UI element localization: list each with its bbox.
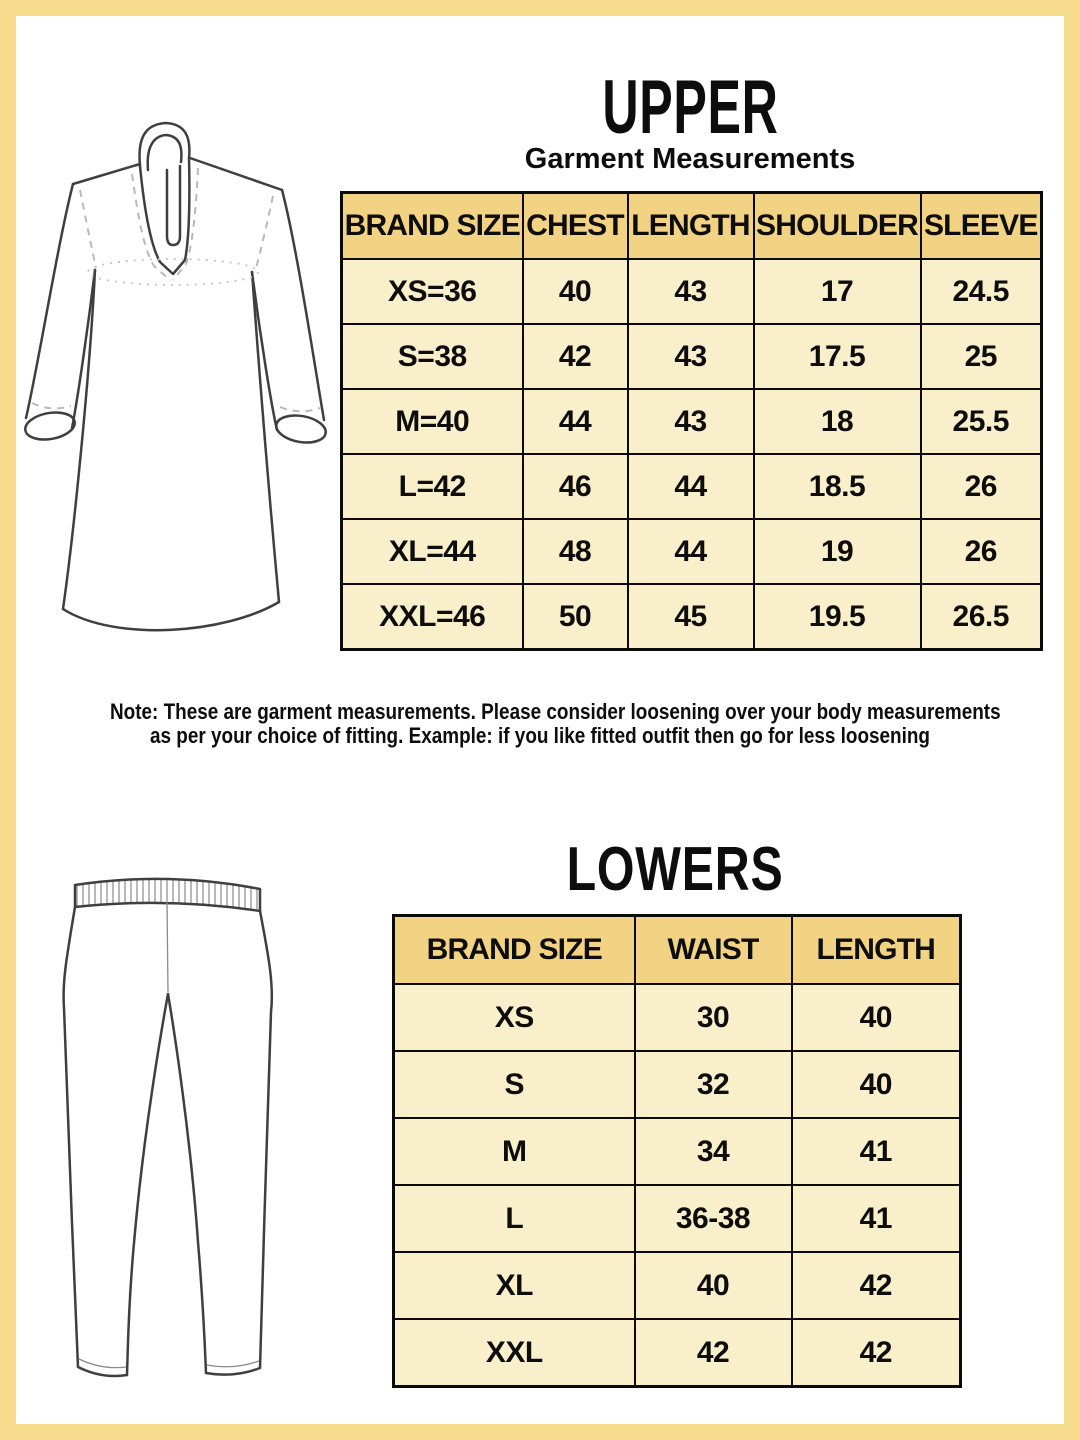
note-line: as per your choice of fitting. Example: if you like fitted outfit then go for less loosening — [149, 722, 930, 748]
table-row — [394, 1118, 961, 1185]
table-cell: 42 — [792, 1319, 961, 1387]
table-cell: XS — [394, 984, 635, 1051]
table-cell: 19.5 — [754, 584, 921, 650]
table-cell: M — [394, 1118, 635, 1185]
table-cell: 36-38 — [635, 1185, 792, 1252]
table-cell: 40 — [523, 259, 628, 324]
table-cell: 43 — [628, 324, 754, 389]
table-cell: 32 — [635, 1051, 792, 1118]
note-line: Note: These are garment measurements. Please consider loosening over your body measurements — [110, 699, 1001, 724]
table-cell: XXL — [394, 1319, 635, 1387]
table-cell: 44 — [628, 454, 754, 519]
table-cell: L — [394, 1185, 635, 1252]
column-header: WAIST — [635, 916, 792, 985]
upper-table-header-row — [342, 193, 1042, 260]
upper-size-table — [340, 191, 1043, 651]
table-cell: 40 — [792, 1051, 961, 1118]
table-row — [342, 584, 1042, 650]
table-row — [342, 389, 1042, 454]
table-cell: 34 — [635, 1118, 792, 1185]
table-cell: 42 — [635, 1319, 792, 1387]
table-cell: 30 — [635, 984, 792, 1051]
kurta-chest-guide — [88, 259, 258, 285]
table-cell: 26 — [921, 519, 1042, 584]
table-cell: 40 — [792, 984, 961, 1051]
pants-inseam-right — [168, 994, 206, 1373]
table-cell: XXL=46 — [342, 584, 523, 650]
table-cell: 26 — [921, 454, 1042, 519]
table-cell: XL — [394, 1252, 635, 1319]
pants-hem-left — [78, 1367, 127, 1376]
table-cell: 17.5 — [754, 324, 921, 389]
table-cell: 40 — [635, 1252, 792, 1319]
table-row — [342, 259, 1042, 324]
pants-illustration — [50, 870, 280, 1390]
table-cell: 42 — [523, 324, 628, 389]
column-header: LENGTH — [792, 916, 961, 985]
table-cell: 46 — [523, 454, 628, 519]
table-cell: 44 — [523, 389, 628, 454]
kurta-shoulder-left — [73, 164, 140, 184]
table-cell: M=40 — [342, 389, 523, 454]
table-cell: 17 — [754, 259, 921, 324]
lowers-table-header-row — [394, 916, 961, 985]
table-cell: 44 — [628, 519, 754, 584]
pants-hem-right — [206, 1368, 260, 1375]
table-cell: L=42 — [342, 454, 523, 519]
table-row — [394, 984, 961, 1051]
table-cell: S — [394, 1051, 635, 1118]
table-cell: 19 — [754, 519, 921, 584]
table-cell: XL=44 — [342, 519, 523, 584]
table-cell: 50 — [523, 584, 628, 650]
column-header: SHOULDER — [754, 193, 921, 260]
table-cell: 45 — [628, 584, 754, 650]
upper-section-title: UPPER — [601, 65, 779, 150]
column-header: BRAND SIZE — [394, 916, 635, 985]
table-row — [394, 1051, 961, 1118]
table-cell: 18 — [754, 389, 921, 454]
table-row — [394, 1185, 961, 1252]
pants-inseam-left — [127, 994, 168, 1375]
kurta-illustration — [20, 112, 330, 642]
column-header: CHEST — [523, 193, 628, 260]
table-row — [342, 519, 1042, 584]
column-header: BRAND SIZE — [342, 193, 523, 260]
kurta-hem — [63, 602, 279, 630]
table-cell: 42 — [792, 1252, 961, 1319]
column-header: SLEEVE — [921, 193, 1042, 260]
kurta-shoulder-right — [190, 158, 282, 190]
table-row — [394, 1252, 961, 1319]
kurta-cuff-right — [274, 412, 328, 446]
lowers-size-table — [392, 914, 962, 1388]
table-cell: 43 — [628, 389, 754, 454]
table-row — [342, 324, 1042, 389]
pants-center-seam — [167, 902, 168, 992]
table-cell: S=38 — [342, 324, 523, 389]
table-cell: 18.5 — [754, 454, 921, 519]
measurement-note — [40, 700, 1040, 747]
table-cell: XS=36 — [342, 259, 523, 324]
lowers-section-title: LOWERS — [567, 835, 784, 904]
table-cell: 41 — [792, 1118, 961, 1185]
column-header: LENGTH — [628, 193, 754, 260]
table-cell: 25.5 — [921, 389, 1042, 454]
table-cell: 25 — [921, 324, 1042, 389]
table-cell: 43 — [628, 259, 754, 324]
upper-section-subtitle: Garment Measurements — [524, 143, 856, 175]
table-cell: 41 — [792, 1185, 961, 1252]
kurta-placket — [140, 158, 189, 274]
kurta-cuff-left — [23, 409, 77, 443]
table-cell: 48 — [523, 519, 628, 584]
table-row — [342, 454, 1042, 519]
table-row — [394, 1319, 961, 1387]
table-cell: 24.5 — [921, 259, 1042, 324]
table-cell: 26.5 — [921, 584, 1042, 650]
